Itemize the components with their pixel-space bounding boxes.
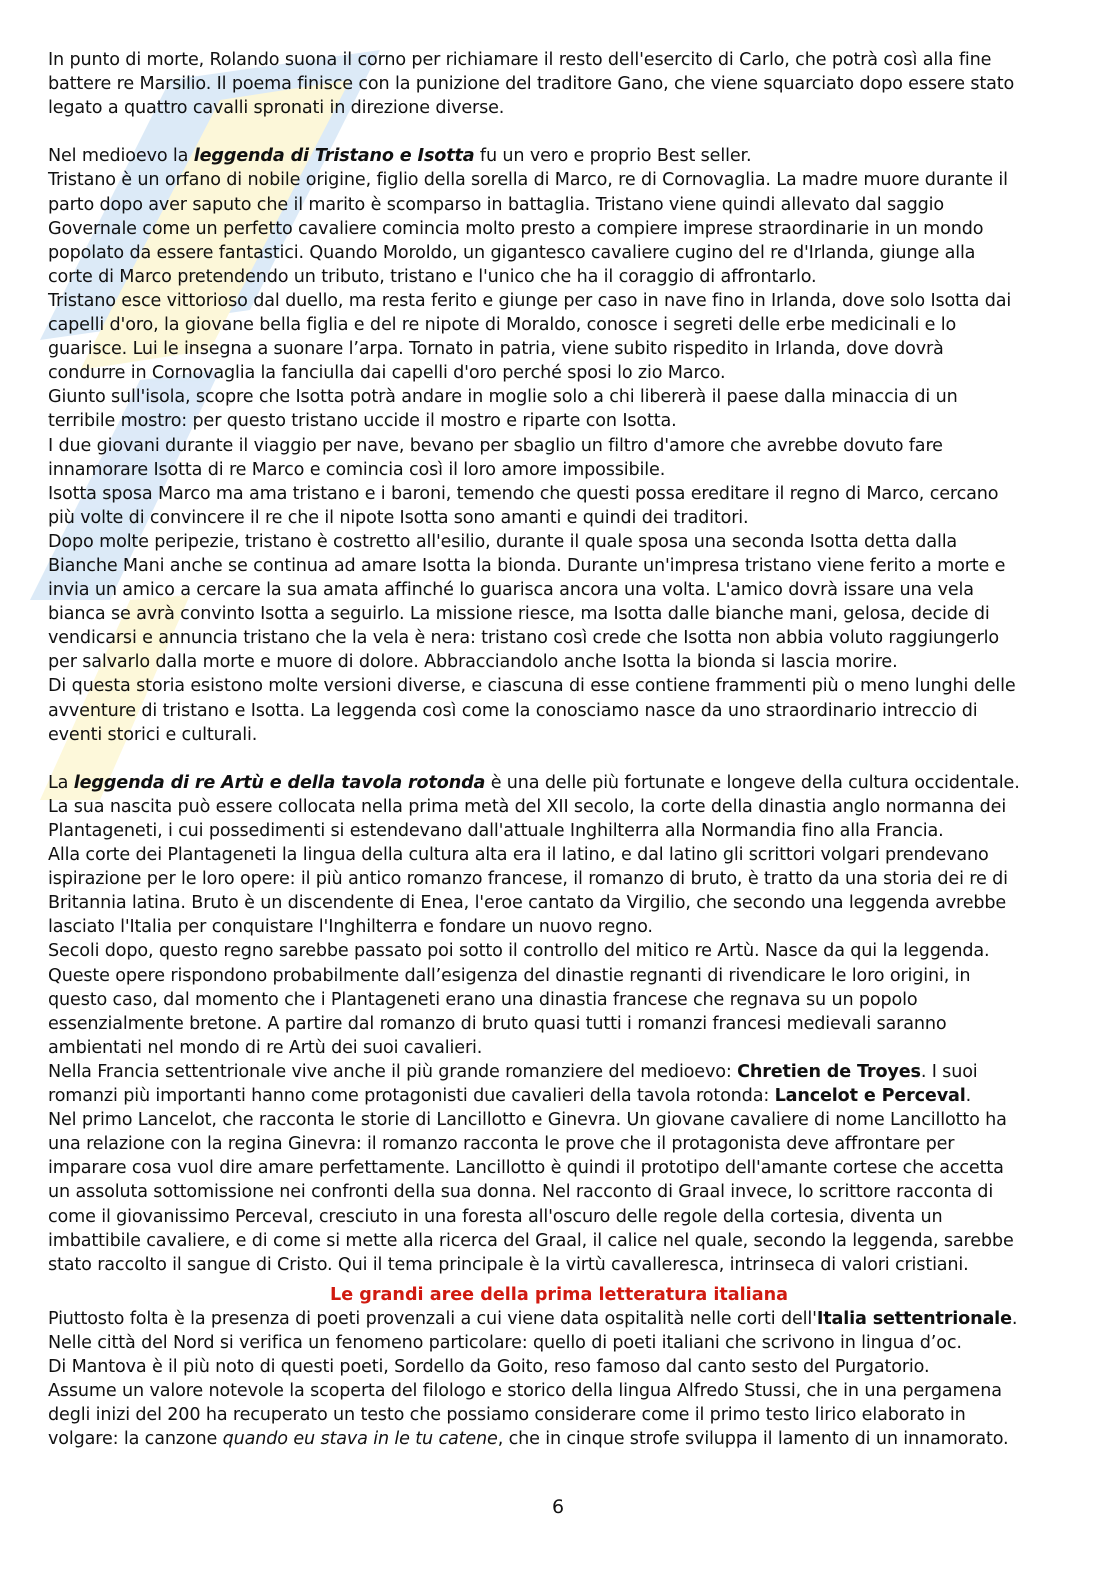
text-line: Nella Francia settentrionale vive anche il più grande romanziere del medioevo: Chretien de Troyes. I suoi [48, 1061, 978, 1082]
text-line: bianca se avrà convinto Isotta a seguirlo. La missione riesce, ma Isotta dalle bianche mani, gelosa, decide di [48, 604, 990, 625]
text-line: essenzialmente bretone. A partire dal romanzo di bruto quasi tutti i romanzi francesi medievali saranno [48, 1013, 947, 1034]
text-line: Piuttosto folta è la presenza di poeti provenzali a cui viene data ospitalità nelle corti dell'Italia settentrionale. [48, 1308, 1018, 1329]
paragraph-rolando [48, 48, 1070, 120]
text-line: legato a quattro cavalli spronati in direzione diverse. [48, 98, 505, 119]
text-line: battere re Marsilio. Il poema finisce con la punizione del traditore Gano, che viene squarciato dopo essere stato [48, 74, 1015, 95]
section-heading: Le grandi aree della prima letteratura italiana [330, 1284, 788, 1305]
text-line: per salvarlo dalla morte e muore di dolore. Abbracciandolo anche Isotta la bionda si lascia morire. [48, 652, 898, 673]
emphasis-canzone-title: quando eu stava in le tu catene [222, 1429, 498, 1450]
text-line: Di questa storia esistono molte versioni diverse, e ciascuna di esse contiene frammenti più o meno lunghi delle [48, 676, 1016, 697]
text-line: Queste opere rispondono probabilmente dall’esigenza del dinastie regnanti di rivendicare le loro origini, in [48, 965, 971, 986]
text-line: imparare cosa vuol dire amare perfettamente. Lancillotto è quindi il prototipo dell'amante cortese che accetta [48, 1158, 1004, 1179]
text-line: invia un amico a cercare la sua amata affinché lo guarisca ancora una volta. L'amico dovrà issare una vela [48, 580, 974, 601]
text-line: volgare: la canzone quando eu stava in le tu catene, che in cinque strofe sviluppa il lamento di un innamorato. [48, 1429, 1009, 1450]
text-line: ambientati nel mondo di re Artù dei suoi cavalieri. [48, 1037, 483, 1058]
text-line: Nel primo Lancelot, che racconta le storie di Lancillotto e Ginevra. Un giovane cavaliere di nome Lancillotto ha [48, 1110, 1007, 1131]
text-line: Governale come un perfetto cavaliere comincia molto presto a compiere imprese straordinarie in un mondo [48, 218, 984, 239]
text-line: ispirazione per le loro opere: il più antico romanzo francese, il romanzo di bruto, è tratto da una storia dei re di [48, 869, 1008, 890]
text-line: terribile mostro: per questo tristano uccide il mostro e riparte con Isotta. [48, 411, 677, 432]
text-line: più volte di convincere il re che il nipote Isotta sono amanti e quindi dei traditori. [48, 507, 749, 528]
text-line: innamorare Isotta di re Marco e comincia così il loro amore impossibile. [48, 459, 666, 480]
page-number: 6 [551, 1496, 565, 1518]
paragraph-tristano [48, 144, 1070, 746]
text-line: Bianche Mani anche se continua ad amare Isotta la bionda. Durante un'impresa tristano viene ferito a morte e [48, 555, 1006, 576]
text-line: Dopo molte peripezie, tristano è costretto all'esilio, durante il quale sposa una seconda Isotta detta dalla [48, 531, 958, 552]
text-line: guarisce. Lui le insegna a suonare l’arpa. Tornato in patria, viene subito rispedito in Irlanda, dove dovrà [48, 339, 944, 360]
text-line: Britannia latina. Bruto è un discendente di Enea, l'eroe cantato da Virgilio, che secondo una leggenda avrebbe [48, 893, 1007, 914]
paragraph-aree [48, 1307, 1070, 1452]
text-line: La leggenda di re Artù e della tavola rotonda è una delle più fortunate e longeve della cultura occidentale. [48, 772, 1020, 793]
text-line: Isotta sposa Marco ma ama tristano e i baroni, temendo che questi possa ereditare il regno di Marco, cercano [48, 483, 999, 504]
text-line: condurre in Cornovaglia la fanciulla dai capelli d'oro perché sposi lo zio Marco. [48, 363, 726, 384]
text-line: avventure di tristano e Isotta. La leggenda così come la conosciamo nasce da uno straordinario intreccio di [48, 700, 978, 721]
text-line: Plantageneti, i cui possedimenti si estendevano dall'attuale Inghilterra alla Normandia fino alla Francia. [48, 821, 944, 841]
text-line: Alla corte dei Plantageneti la lingua della cultura alta era il latino, e dal latino gli scrittori volgari prendevano [48, 845, 989, 866]
emphasis-artu-title: leggenda di re Artù e della tavola rotonda [73, 772, 486, 793]
text-line: In punto di morte, Rolando suona il corno per richiamare il resto dell'esercito di Carlo, che potrà così alla fine [48, 50, 992, 70]
text-line: imbattibile cavaliere, e di come si mette alla ricerca del Graal, il calice nel quale, secondo la leggenda, sarebbe [48, 1230, 1014, 1251]
text-line: La sua nascita può essere collocata nella prima metà del XII secolo, la corte della dinastia anglo normanna dei [48, 796, 1007, 817]
text-line: Giunto sull'isola, scopre che Isotta potrà andare in moglie solo a chi libererà il paese dalla minaccia di un [48, 387, 958, 408]
text-line: lasciato l'Italia per conquistare l'Inghilterra e fondare un nuovo regno. [48, 917, 653, 938]
paragraph-artu [48, 771, 1070, 1277]
text-line: Nelle città del Nord si verifica un fenomeno particolare: quello di poeti italiani che scrivono in lingua d’oc. [48, 1332, 962, 1353]
text-line: popolato da essere fantastici. Quando Moroldo, un gigantesco cavaliere cugino del re d'Irlanda, giunge alla [48, 242, 976, 263]
text-line: romanzi più importanti hanno come protagonisti due cavalieri della tavola rotonda: Lancelot e Perceval. [48, 1086, 972, 1107]
text-line: eventi storici e culturali. [48, 724, 258, 745]
text-line: Assume un valore notevole la scoperta del filologo e storico della lingua Alfredo Stussi, che in una pergamena [48, 1381, 1002, 1402]
text-line: I due giovani durante il viaggio per nave, bevano per sbaglio un filtro d'amore che avrebbe dovuto fare [48, 435, 943, 456]
text-line: degli inizi del 200 ha recuperato un testo che possiamo considerare come il primo testo lirico elaborato in [48, 1405, 966, 1426]
text-line: questo caso, dal momento che i Plantageneti erano una dinastia francese che regnava su un popolo [48, 989, 918, 1010]
text-line: Secoli dopo, questo regno sarebbe passato poi sotto il controllo del mitico re Artù. Nasce da qui la leggenda. [48, 941, 990, 962]
text-line: come il giovanissimo Perceval, cresciuto in una foresta all'oscuro delle regole della cortesia, diventa un [48, 1206, 943, 1227]
emphasis-tristano-title: leggenda di Tristano e Isotta [193, 146, 475, 167]
text-line: una relazione con la regina Ginevra: il romanzo racconta le prove che il protagonista deve affrontare per [48, 1134, 955, 1155]
text-line: corte di Marco pretendendo un tributo, tristano e l'unico che ha il coraggio di affrontarlo. [48, 266, 817, 287]
text-line: Nel medioevo la leggenda di Tristano e Isotta fu un vero e proprio Best seller. [48, 146, 752, 167]
text-line: Tristano è un orfano di nobile origine, figlio della sorella di Marco, re di Cornovaglia. La madre muore durante il [48, 170, 1008, 191]
emphasis-lancelot-perceval: Lancelot e Perceval [774, 1086, 966, 1107]
emphasis-italia-settentrionale: Italia settentrionale [816, 1308, 1012, 1329]
text-line: Di Mantova è il più noto di questi poeti, Sordello da Goito, reso famoso dal canto sesto del Purgatorio. [48, 1357, 930, 1378]
text-line: Tristano esce vittorioso dal duello, ma resta ferito e giunge per caso in nave fino in Irlanda, dove solo Isotta dai [48, 290, 1012, 311]
text-line: parto dopo aver saputo che il marito è scomparso in battaglia. Tristano viene quindi allevato dal saggio [48, 194, 945, 215]
emphasis-chretien: Chretien de Troyes [737, 1061, 921, 1082]
text-line: vendicarsi e annuncia tristano che la vela è nera: tristano così crede che Isotta non abbia voluto raggiungerlo [48, 628, 1000, 649]
text-line: capelli d'oro, la giovane bella figlia e del re nipote di Moraldo, conosce i segreti delle erbe medicinali e lo [48, 315, 957, 336]
text-line: un assoluta sottomissione nei confronti della sua donna. Nel racconto di Graal invece, lo scrittore racconta di [48, 1182, 994, 1203]
document-page [48, 48, 1070, 1451]
text-line: stato raccolto il sangue di Cristo. Qui il tema principale è la virtù cavalleresca, intrinseca di valori cristiani. [48, 1254, 969, 1275]
